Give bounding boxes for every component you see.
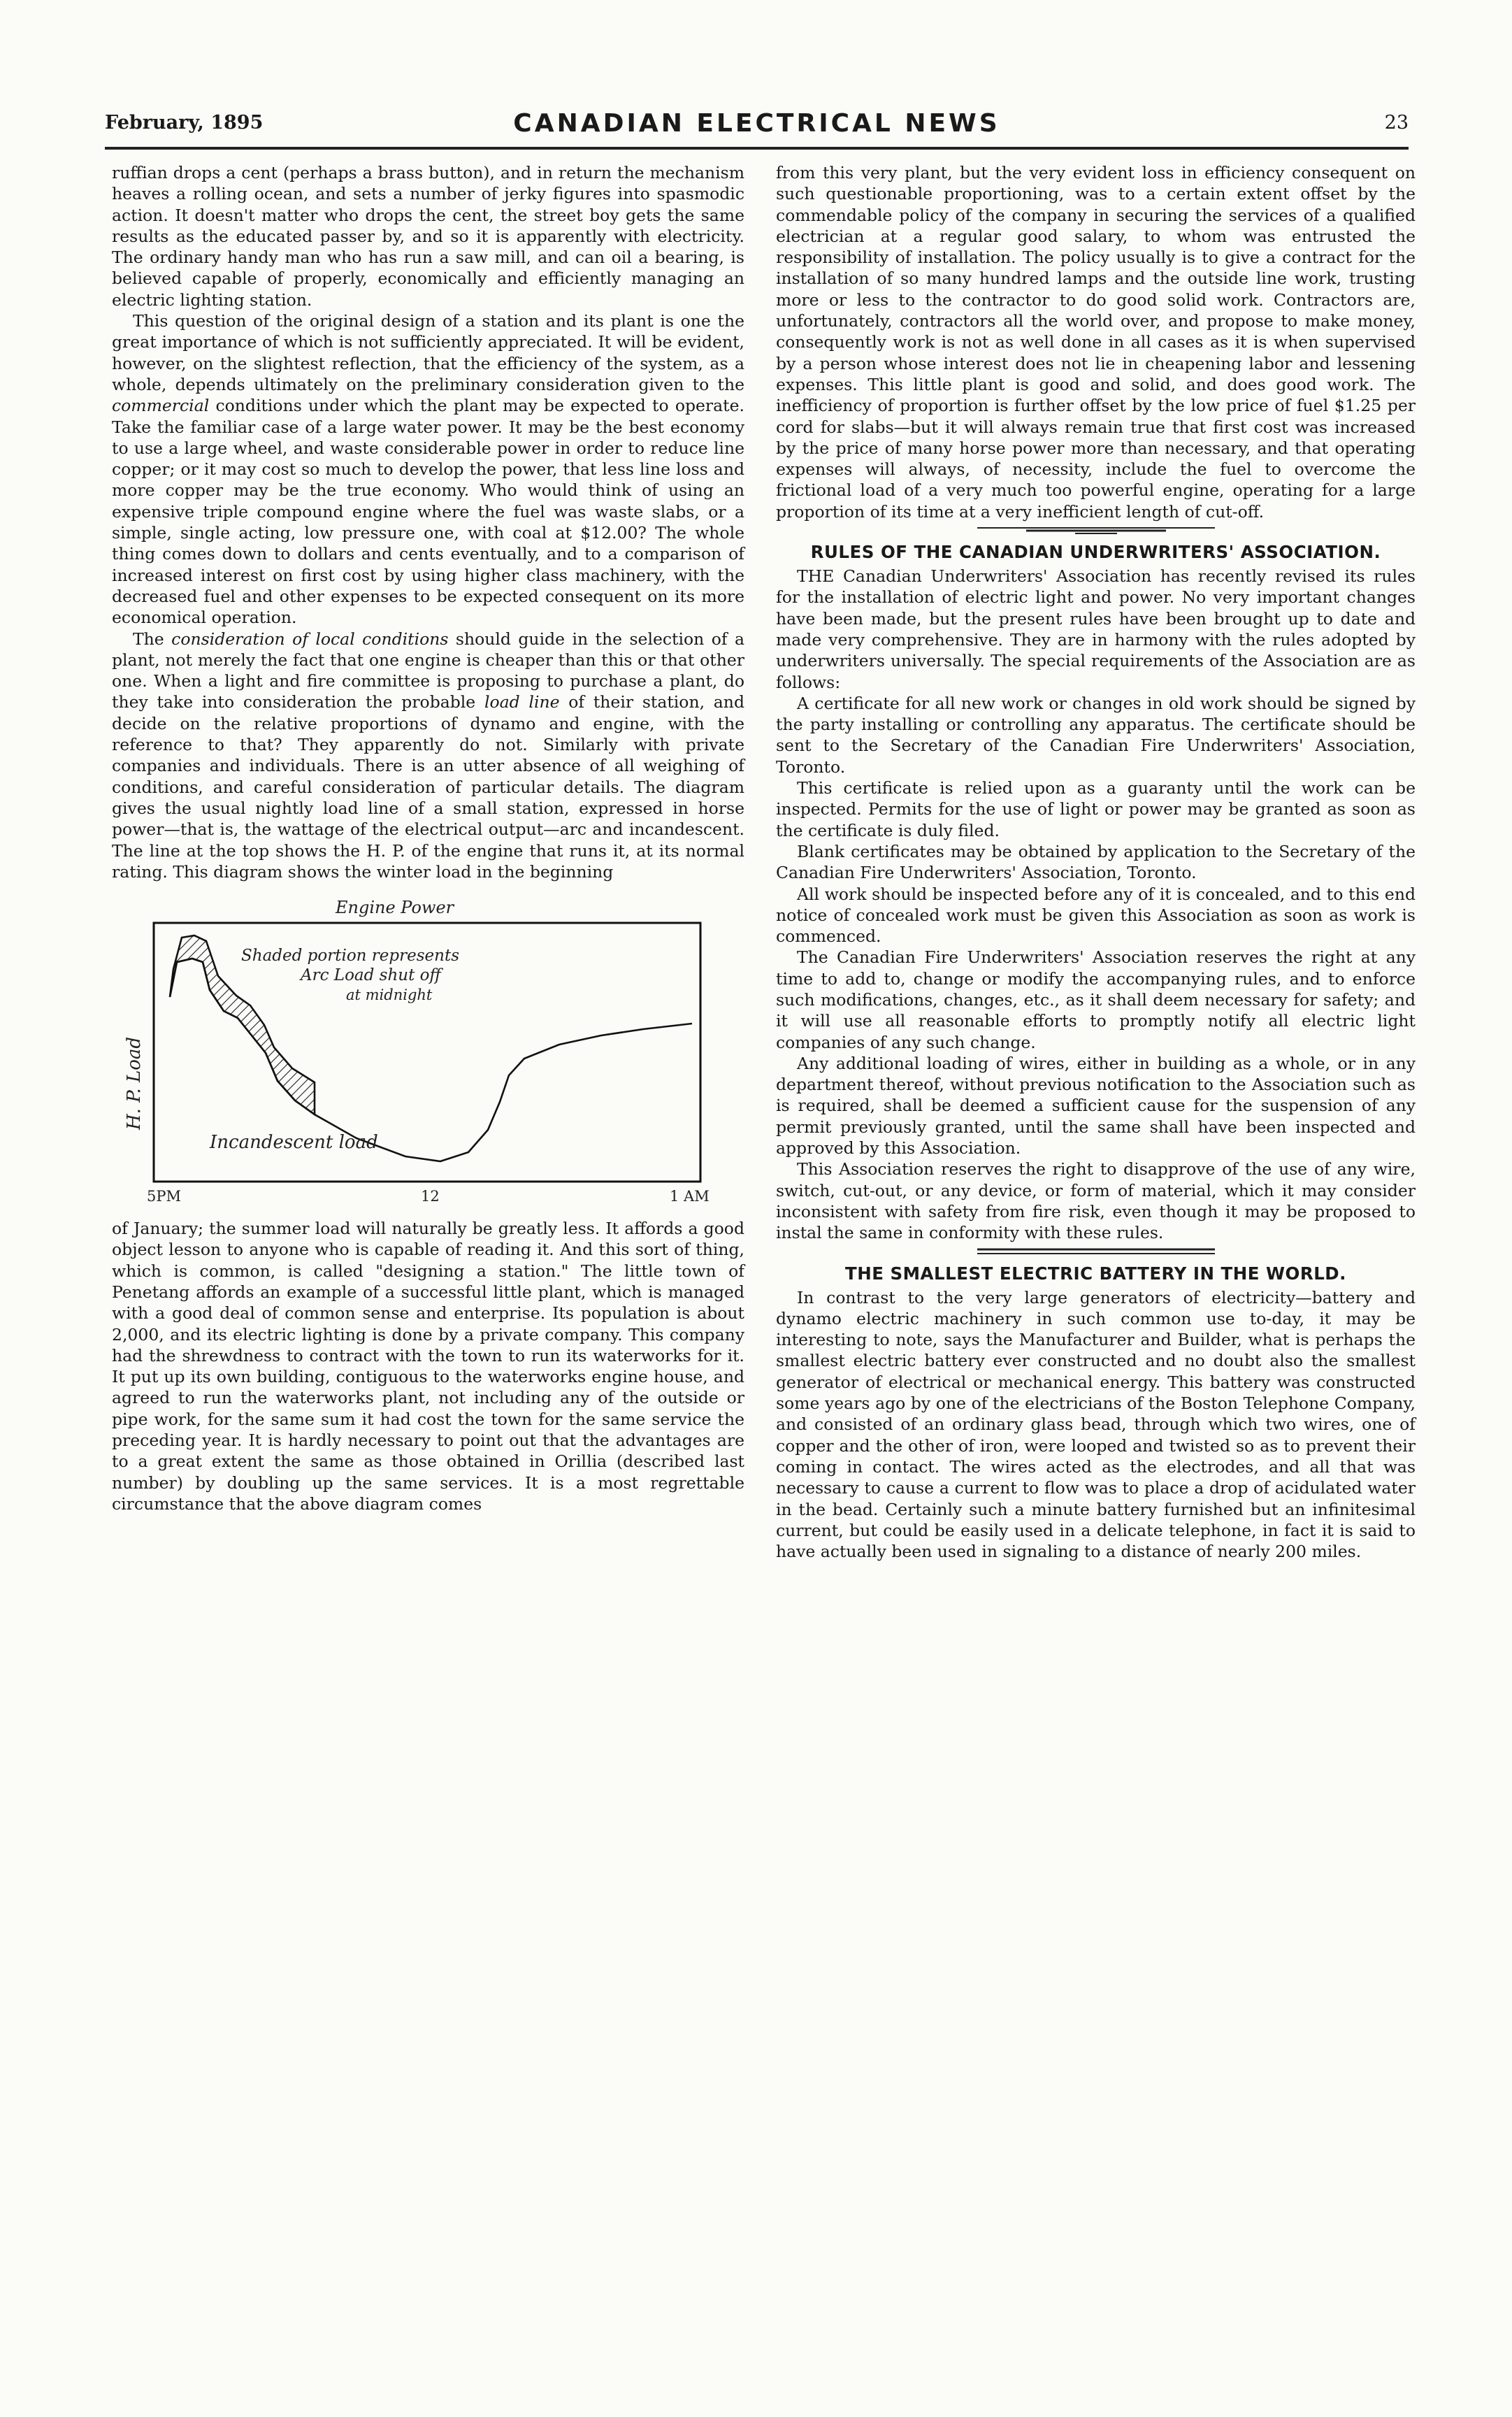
paragraph: Blank certificates may be obtained by application to the Secretary of the Canadian Fire Underwriters' Association, Toronto. bbox=[776, 841, 1416, 883]
paragraph: This certificate is relied upon as a guaranty until the work can be inspected. Permits for the use of light or power may be granted as soon as the certificate is duly filed. bbox=[776, 778, 1416, 840]
section-heading: THE SMALLEST ELECTRIC BATTERY IN THE WORLD. bbox=[845, 1263, 1346, 1284]
paragraph: from this very plant, but the very evident loss in efficiency consequent on such questionable proportioning, was to a certain extent offset by the commendable policy of the company in securing the services of a qualified electrician at a regular good salary, to whom was entrusted the responsibility of installation. The policy usually is to give a contract for the installation of so many hundred lamps and the outside line work, trusting more or less to the contractor to do good solid work. Contractors are, unfortunately, contractors all the world over, and propose to make money, consequently work is not as well done in all cases as it is when supervised by a person whose interest does not lie in cheapening labor and lessening expenses. This little plant is good and solid, and does good work. The inefficiency of proportion is further offset by the low price of fuel $1.25 per cord for slabs—but it will always remain true that first cost was increased by the price of many horse power more than necessary, and that operating expenses will always, of necessity, include the fuel to overcome the frictional load of a very much too powerful engine, operating for a large proportion of its time at a very inefficient length of cut-off. bbox=[776, 163, 1416, 522]
section-divider bbox=[977, 1248, 1215, 1256]
issue-date: February, 1895 bbox=[105, 112, 264, 134]
engine-power-label: Engine Power bbox=[336, 898, 454, 918]
load-diagram-svg bbox=[112, 892, 744, 1205]
paragraph: This question of the original design of a station and its plant is one the great importance of which is not sufficiently appreciated. It will be evident, however, on the slightest reflection, that the efficiency of the system, as a whole, depends ultimately on the preliminary consideration given to the commercial conditions under which the plant may be expected to operate. Take the familiar case of a large water power. It may be the best economy to use a large wheel, and waste considerable power in order to reduce line copper; or it may cost so much to develop the power, that less line loss and more copper may be the true economy. Who would think of using an expensive triple compound engine where the fuel was waste slabs, or a simple, single acting, low pressure one, with coal at $12.00? The whole thing comes down to dollars and cents eventually, and to a comparison of increased interest on first cost by using higher class machinery, with the decreased fuel and other expenses to be expected consequent on its more economical operation. bbox=[112, 311, 744, 628]
paragraph: ruffian drops a cent (perhaps a brass button), and in return the mechanism heaves a rolling ocean, and sets a number of jerky figures into spasmodic action. It doesn't matter who drops the cent, the street boy gets the same results as the educated passer by, and so it is apparently with electricity. The ordinary handy man who has run a saw mill, and can oil a bearing, is believed capable of properly, economically and efficiently managing an electric lighting station. bbox=[112, 163, 744, 310]
paragraph: The Canadian Fire Underwriters' Association reserves the right at any time to add to, change or modify the accompanying rules, and to enforce such modifications, changes, etc., as it shall deem necessary for safety; and it will use all reasonable efforts to promptly notify all electric light companies of any such change. bbox=[776, 947, 1416, 1052]
tick-label-12: 12 bbox=[421, 1188, 440, 1205]
section-divider bbox=[977, 526, 1215, 535]
paragraph: All work should be inspected before any of it is concealed, and to this end notice of concealed work must be given this Association as soon as work is commenced. bbox=[776, 884, 1416, 947]
shaded-note-line2: Arc Load shut off bbox=[301, 966, 441, 985]
load-diagram bbox=[112, 892, 744, 1205]
paragraph: In contrast to the very large generators of electricity—battery and dynamo electric machinery in such common use to-day, it may be interesting to note, says the Manufacturer and Builder, what is perhaps the smallest electric battery ever constructed and no doubt also the smallest generator of electrical or mechanical energy. This battery was constructed some years ago by one of the electricians of the Boston Telephone Company, and consisted of an ordinary glass bead, through which two wires, one of copper and the other of iron, were looped and twisted so as to prevent their coming in contact. The wires acted as the electrodes, and all that was necessary to cause a current to flow was to place a drop of acidulated water in the bead. Certainly such a minute battery furnished but an infinitesimal current, but could be easily used in a delicate telephone, in fact it is said to have actually been used in signaling to a distance of nearly 200 miles. bbox=[776, 1287, 1416, 1562]
paragraph: Any additional loading of wires, either in building as a whole, or in any department thereof, without previous notification to the Association such as is required, shall be deemed a sufficient cause for the suspension of any permit previously granted, until the same shall have been inspected and approved by this Association. bbox=[776, 1053, 1416, 1159]
shaded-note-line3: at midnight bbox=[346, 987, 433, 1004]
masthead-title: CANADIAN ELECTRICAL NEWS bbox=[513, 109, 1000, 138]
right-column bbox=[776, 162, 1416, 1562]
paragraph: A certificate for all new work or changes in old work should be signed by the party installing or controlling any apparatus. The certificate should be sent to the Secretary of the Canadian Fire Underwriters' Association, Toronto. bbox=[776, 693, 1416, 777]
tick-label-1am: 1 AM bbox=[670, 1188, 710, 1205]
shaded-note-line1: Shaded portion represents bbox=[241, 947, 459, 966]
left-column bbox=[112, 162, 744, 1514]
page-number: 23 bbox=[1384, 112, 1409, 134]
incandescent-label: Incandescent load bbox=[210, 1132, 378, 1154]
section-heading: RULES OF THE CANADIAN UNDERWRITERS' ASSOCIATION. bbox=[810, 542, 1381, 563]
tick-label-5pm: 5PM bbox=[147, 1188, 181, 1205]
paragraph: The consideration of local conditions should guide in the selection of a plant, not merely the fact that one engine is cheaper than this or that other one. When a light and fire committee is proposing to purchase a plant, do they take into consideration the probable load line of their station, and decide on the relative proportions of dynamo and engine, with the reference to that? They apparently do not. Similarly with private companies and individuals. There is an utter absence of all weighing of conditions, and careful consideration of particular details. The diagram gives the usual nightly load line of a small station, expressed in horse power—that is, the wattage of the electrical output—arc and incandescent. The line at the top shows the H. P. of the engine that runs it, at its normal rating. This diagram shows the winter load in the beginning bbox=[112, 629, 745, 882]
paragraph: of January; the summer load will naturally be greatly less. It affords a good object lesson to anyone who is capable of reading it. And this sort of thing, which is common, is called "designing a station." The little town of Penetang affords an example of a successful little plant, which is managed with a good deal of common sense and enterprise. Its population is about 2,000, and its electric lighting is done by a private company. This company had the shrewdness to contract with the town to run its waterworks for it. It put up its own building, contiguous to the waterworks engine house, and agreed to run the waterworks plant, not including any of the outside or pipe work, for the same sum it had cost the town for the same service the preceding year. It is hardly necessary to point out that the advantages are to a great extent the same as those obtained in Orillia (described last number) by doubling up the same services. It is a most regrettable circumstance that the above diagram comes bbox=[112, 1219, 744, 1514]
y-axis-label: H. P. Load bbox=[124, 1037, 145, 1131]
page-header bbox=[105, 109, 1409, 150]
paragraph: This Association reserves the right to disapprove of the use of any wire, switch, cut-out, or any device, or form of material, which it may consider inconsistent with safety from fire risk, even though it may be proposed to instal the same in conformity with these rules. bbox=[776, 1159, 1416, 1243]
paragraph: THE Canadian Underwriters' Association has recently revised its rules for the installation of electric light and power. No very important changes have been made, but the present rules have been brought up to date and made very comprehensive. They are in harmony with the rules adopted by underwriters universally. The special requirements of the Association are as follows: bbox=[776, 566, 1416, 692]
